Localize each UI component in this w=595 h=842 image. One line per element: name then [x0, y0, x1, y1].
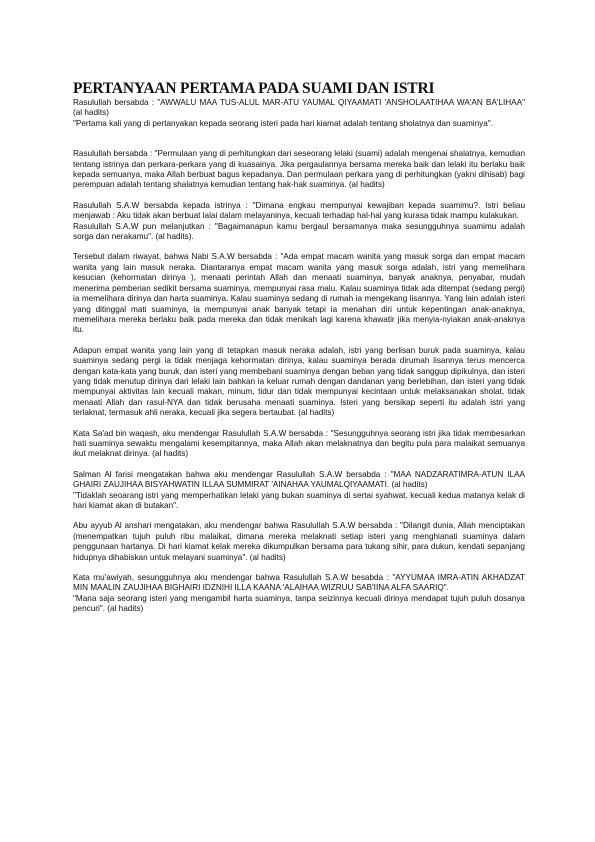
- paragraph: Tersebut dalam riwayat, bahwa Nabi S.A.W bersabda : "Ada empat macam wanita yang masuk sorga dan empat macam wanita yang lain masuk neraka. Diantaranya empat macam wanita yang masuk sorga adalah, istri yang memelihara kesucian (kehormatan dirinya ), menaati perintah Allah dan menaati suaminya, banyak anaknya, penyabar, mudah menerima pemberian sedikit bersama suaminya, mempunyai rasa malu. Kalau suaminya tidak ada ditempat (sedang pergi) ia memelihara dirinya dan harta suaminya. Kalau suaminya sedang di rumah ia mengekang lisannya. Yang lain adalah isteri yang ditinggal mati suaminya, ia mempunyai anak banyak tetapi ia menahan diri untuk kepentingan anak-anaknya, memelihara mereka berlaku baik pada mereka dan tidak menikah lagi karena khawatir jika menyia-nyiakan anak-anaknya itu.: [73, 252, 525, 335]
- paragraph: Rasulullah S.A.W pun melanjutkan : "Bagaimanapun kamu bergaul bersamanya maka sesungguhnya suamimu adalah sorga dan nerakamu". (al hadits).: [73, 221, 525, 242]
- paragraph: Kata Sa'ad bin waqash, aku mendengar Rasulullah S.A.W bersabda : "Sesungguhnya seorang istri jika tidak membesarkan hati suaminya sewaktu mengalami kesempitannya, maka Allah akan melaknatnya dan begitu pula para malaikat semuanya ikut melaknat dirinya. (al hadits): [73, 428, 525, 459]
- paragraph: "Tidaklah seoarang istri yang memperhatikan lelaki yang bukan suaminya di sertai syahwat, kecuali kedua matanya kelak di hari kiamat akan di butakan".: [73, 490, 525, 510]
- paragraph: "Mana saja seorang isteri yang mengambil harta suaminya, tanpa seizinnya kecuali dirinya mendapat tujuh puluh dosanya pencuri". (al hadits): [73, 593, 525, 614]
- paragraph: Abu ayyub Al anshari mengatakan, aku mendengar bahwa Rasulullah S.A.W bersabda : "Dilangit dunia, Allah menciptakan (menempatkan tujuh puluh ribu malaikat, dimana mereka melaknati setiap isteri yang menghianati suaminya dalam penggunaan hartanya. Di hari kiamat kelak mereka dikumpulkan bersama para tukang sihir, para dukun, kendati sepanjang hidupnya dihabiskan untuk melayani suaminya". (al hadits): [73, 521, 525, 562]
- paragraph: Salman Al farisi mengatakan bahwa aku mendengar Rasulullah S.A.W bersabda : "MAA NADZARATIMRA-ATUN ILAA GHAIRI ZAUJIHAA BISYAHWATIN ILLAA SUMMIRAT 'AINAHAA YAUMALQIYAAMATI. (al hadits): [73, 469, 525, 490]
- document-title: PERTANYAAN PERTAMA PADA SUAMI DAN ISTRI: [73, 80, 435, 97]
- paragraph: Adapun empat wanita yang lain yang di tetapkan masuk neraka adalah, istri yang berlisan buruk pada suaminya, kalau suaminya sedang pergi ia tidak menjaga kehormatan dirinya, kalau suaminya berada dirumah lisannya terus mencerca dengan kata-kata yang buruk, dan isteri yang membebani suaminya dengan beban yang tidak sanggup dipikulnya, dan isteri yang tidak menutup dirinya dari lelaki lain bahkan ia keluar rumah dengan dandanan yang berlebihan, dan isteri yang tidak mempunyai aktivitas lain kecuali makan, minum, tidur dan tidak mempunyai kecintaan untuk melaksanakan sholat, tidak menaati Allah dan rasul-NYA dan tidak berusaha menaati suaminya. Isteri yang bersikap seperti itu adalah istri yang terlaknat, termasuk ahli neraka, kecuali jika segera bertaubat. (al hadits): [73, 345, 525, 418]
- paragraph: Rasulullah S.A.W bersabda kepada istrinya : "Dimana engkau mempunyai kewajiban kepada suamimu?. Istri beliau menjawab : Aku tidak akan berbuat lalai dalam melayaninya, kecuali terhadap hal-hal yang kurasa tidak mampu kulakukan.: [73, 200, 525, 221]
- paragraph: Kata mu'awiyah, sesungguhnya aku mendengar bahwa Rasulullah S.A.W besabda : "AYYUMAA IMRA-ATIN AKHADZAT MIN MAALIN ZAUJIHAA BIGHAIRI IDZNIHI ILLA KAANA 'ALAIHAA WIZRUU SAB'IINA ALFA SAARIQ".: [73, 573, 525, 593]
- paragraph: Rasulullah bersabda : "Permulaan yang di perhitungkan dari seseorang lelaki (suami) adalah mengenai shalatnya, kemudian tentang istrinya dan perkara-perkara yang di kuasainya. Jika pergaulannya bersama mereka baik dan lelaki itu berlaku baik kepada semuanya, maka Allah berbuat bagus kepadanya. Dan permulaan perkara yang di perhitungkan (yakni dihisab) bagi perempuan adalah tentang shalatnya kemudian tentang hak-hak suaminya. (al hadits): [73, 149, 525, 190]
- paragraph: "Pertama kali yang di pertanyakan kepada seorang isteri pada hari kiamat adalah tentang sholatnya dan suaminya".: [73, 118, 493, 128]
- document-body: [73, 98, 525, 615]
- paragraph: Rasulullah bersabda : "AWWALU MAA TUS-ALUL MAR-ATU YAUMAL QIYAAMATI 'ANSHOLAATIHAA WA'AN BA'LIHAA" (al hadits): [73, 98, 525, 118]
